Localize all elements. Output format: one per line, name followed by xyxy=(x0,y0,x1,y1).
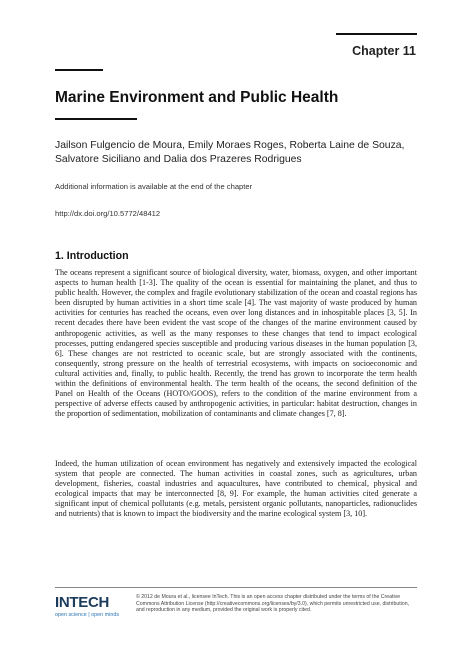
publisher-logo: INTECH xyxy=(55,594,110,611)
page-title: Marine Environment and Public Health xyxy=(55,89,339,106)
chapter-label: Chapter 11 xyxy=(352,44,416,58)
title-bottom-rule xyxy=(55,118,137,120)
section-heading: 1. Introduction xyxy=(55,250,129,262)
body-paragraph: The oceans represent a significant source of biological diversity, water, biomass, oxygen, and other important aspects to human health [1-3]. The quality of the ocean is essential for maintaining the planet, and thus to public health. However, the complex and fragile evolutionary stabilization of the ocean and coastal regions has been disrupted by human activities in a short time scale [4]. The vast majority of waste produced by human activities for centuries has reached the oceans, even over long distances and in inhospitable places [3, 5]. In recent decades there have been evident the vast scope of the changes of the marine environment caused by anthropogenic activities, as well as the many responses to these changes that tend to impact ecological processes, putting endangered species susceptible and producing various diseases in the human population [3, 6]. These changes are not restricted to oceanic scale, but are strongly associated with the continents, consequently, strong pressure on the health of terrestrial ecosystems, with impacts on socioeconomic and cultural activities and, finally, to public health. Recently, the trend has grown to incorporate the term health within the definitions of environmental health. The term health of the oceans, the second definition of the Panel on Health of the Oceans (HOTO/GOOS), refers to the condition of the marine environment from a perspective of adverse effects caused by anthropogenic activities, in particular: habitat destruction, changes in the proportion of sedimentation, mobilization of contaminants and climate changes [7, 8]. xyxy=(55,268,417,419)
copyright-notice: © 2012 de Moura et al., licensee InTech. This is an open access chapter distributed under the terms of the Creative Commons Attribution License (http://creativecommons.org/licenses/by/3.0), which permits unrestricted use, distribution, and reproduction in any medium, provided the original work is properly cited. xyxy=(136,594,410,614)
footer-divider xyxy=(55,587,417,588)
body-paragraph: Indeed, the human utilization of ocean environment has negatively and extensively impacted the ecological system that people are connected. The human activities in coastal zones, such as agricultures, urban development, fisheries, coastal industries and aquacultures, have contributed to chemical, physical and ecological impacts that may be interconnected [8, 9]. For example, the human activities cited generate a significant input of chemical pollutants (e.g. metals, persistent organic pollutants, nanoparticles, radionuclides and nutrients) that is known to impact the biodiversity and the marine ecological system [3, 10]. xyxy=(55,459,417,519)
title-top-rule xyxy=(55,69,103,71)
chapter-top-rule xyxy=(336,33,417,35)
publisher-tagline: open science | open minds xyxy=(55,612,120,618)
doi-link[interactable]: http://dx.doi.org/10.5772/48412 xyxy=(55,209,161,218)
additional-info-note: Additional information is available at the end of the chapter xyxy=(55,182,253,191)
author-list: Jailson Fulgencio de Moura, Emily Moraes Roges, Roberta Laine de Souza, Salvatore Siciliano and Dalia dos Prazeres Rodrigues xyxy=(55,140,405,165)
